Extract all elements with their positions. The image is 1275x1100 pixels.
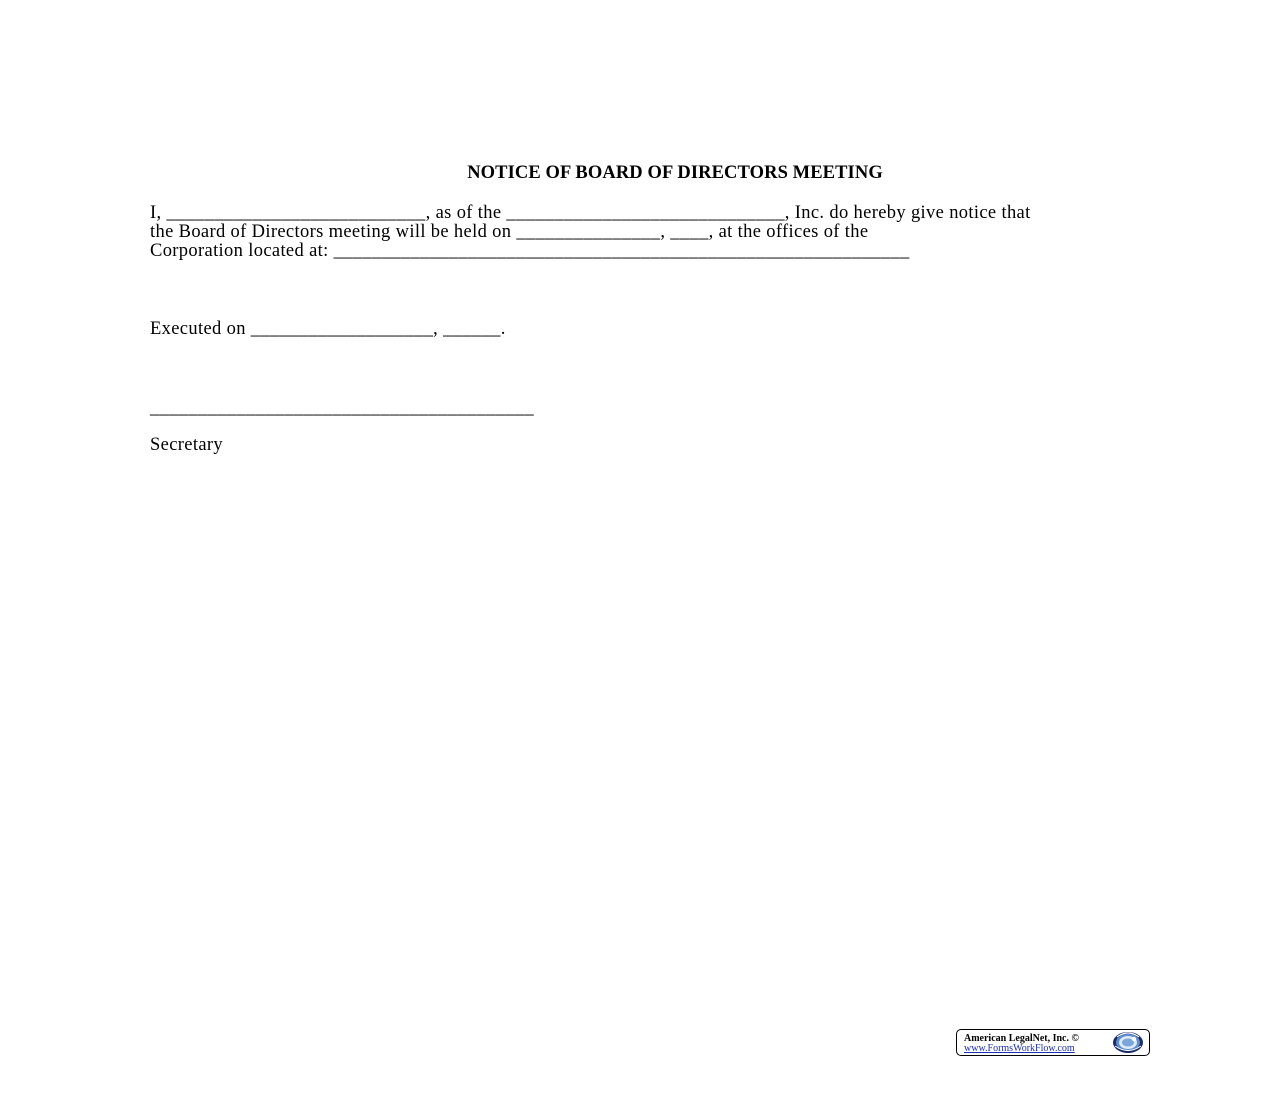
paragraph-line-2: the Board of Directors meeting will be held on _______________, ____, at the offices of the (150, 222, 869, 242)
signature-line: ________________________________________ (150, 398, 534, 418)
footer-company: American LegalNet, Inc. © (964, 1033, 1079, 1044)
footer-badge (956, 1029, 1150, 1056)
globe-logo-icon (1109, 1031, 1145, 1054)
document-title: NOTICE OF BOARD OF DIRECTORS MEETING (467, 163, 883, 183)
paragraph-line-3: Corporation located at: ____________________________________________________________ (150, 241, 910, 261)
paragraph-line-1: I, ___________________________, as of the _____________________________, Inc. do hereby give notice that (150, 203, 1031, 223)
footer-url-link[interactable]: www.FormsWorkFlow.com (964, 1043, 1075, 1054)
executed-on-line: Executed on ___________________, ______. (150, 319, 506, 339)
signature-label: Secretary (150, 435, 223, 455)
